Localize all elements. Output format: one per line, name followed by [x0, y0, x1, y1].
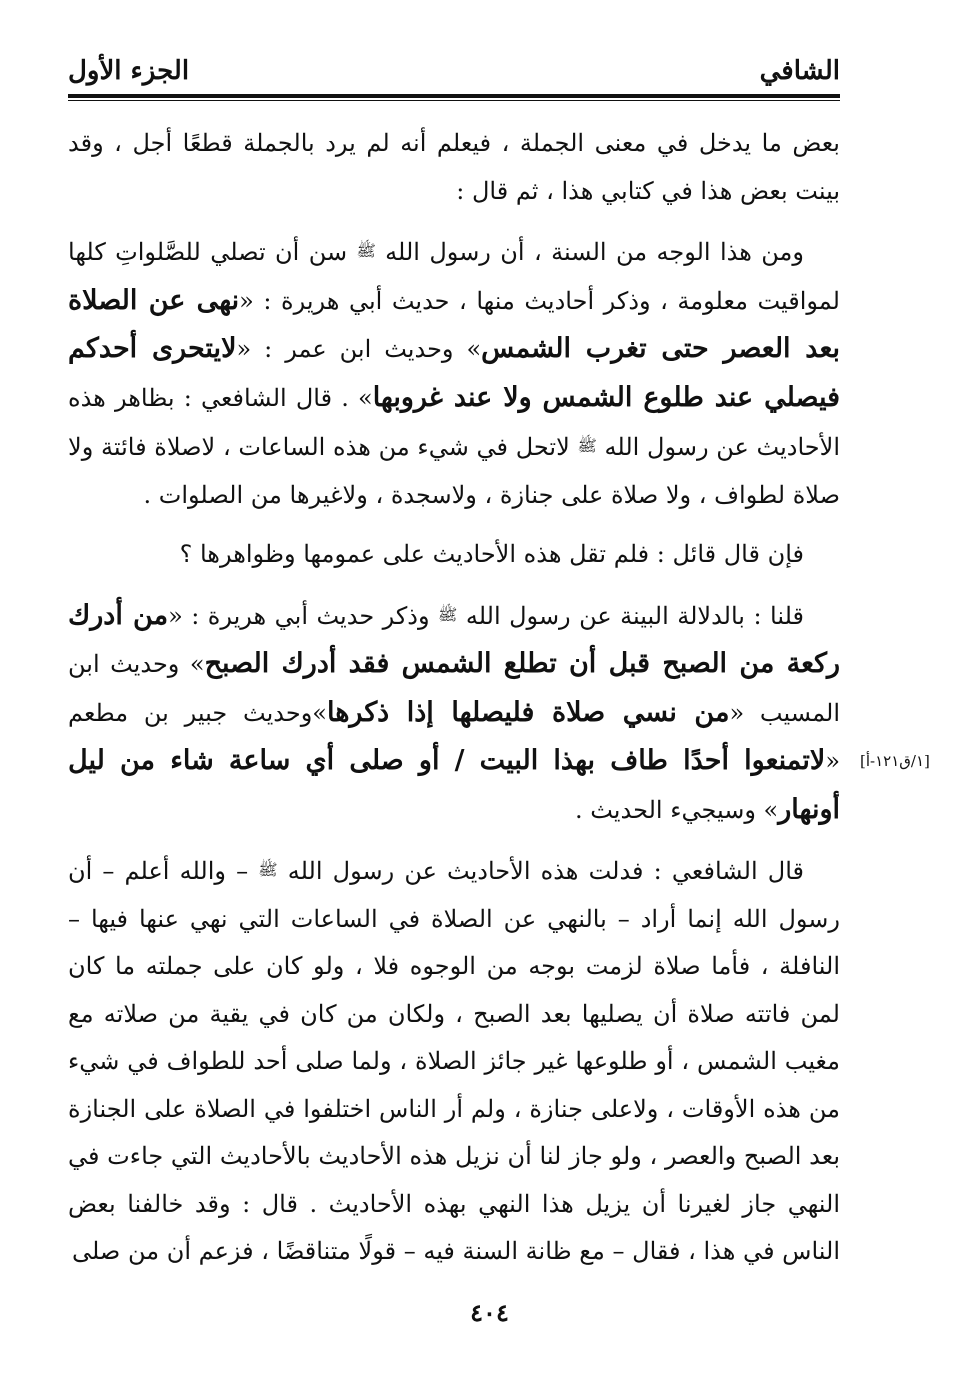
text-run: »وحديث جبير بن مطعم «	[68, 698, 840, 775]
paragraph	[68, 846, 840, 1276]
running-header	[68, 50, 840, 92]
text-run: قال الشافعي : فدلت هذه الأحاديث عن رسول الله	[277, 857, 805, 885]
header-rule-thin	[68, 100, 840, 101]
salawat-ligature: ﷺ	[438, 604, 458, 624]
header-rule-thick	[68, 94, 840, 98]
text-run: » . قال الشافعي : بظاهر هذه الأحاديث عن رسول الله	[68, 383, 840, 461]
text-run: بعض ما يدخل في معنى الجملة ، فيعلم أنه لم يرد بالجملة قطعًا أجل ، وقد بينت بعض هذا في كتابي هذا ، ثم قال :	[68, 129, 840, 205]
hadith-quote: نهى عن الصلاة بعد العصر حتى تغرب الشمس	[68, 284, 841, 364]
page-number: ٤٠٤	[470, 1298, 509, 1327]
hadith-quote: من نسي صلاة فليصلها إذا ذكرها	[326, 696, 730, 728]
hadith-quote: لاتمنعوا أحدًا طاف بهذا البيت / أو صلى أي ساعة شاء من ليل أونهار	[68, 745, 840, 825]
salawat-ligature: ﷺ	[356, 241, 376, 260]
salawat-ligature: ﷺ	[577, 436, 597, 455]
hadith-quote: من أدرك ركعة من الصبح قبل أن تطلع الشمس فقد أدرك الصبح	[68, 599, 840, 679]
text-run: وذكر حديث أبي هريرة : «	[168, 601, 439, 630]
text-run: سن أن تصلي للصَّلواتِ كلها لمواقيت معلومة ، وذكر أحاديث منها ، حديث أبي هريرة : «	[68, 238, 840, 315]
text-run: – والله أعلم – أن رسول الله إنما أراد – بالنهي عن الصلاة في الساعات التي نهي عنها فيها – النافلة ، فأما صلاة لزمت بوجه من الوجوه فلا ، ولو كان على جملته ما كان لمن فاتته صلاة أن يصليها بعد الصبح ، ولكان من كان في يقية من صلاته مع مغيب الشمس ، أو طلوعها غير جائز الصلاة ، ولما صلى أحد للطواف في شيء من هذه الأوقات ، ولاعلى جنازة ، ولم أر الناس اختلفوا في الصلاة على الجنازة بعد الصبح والعصر ، ولو جاز لنا أن نزيل هذه الأحاديث بالأحاديث التي جاءت في النهي جاز لغيرنا أن يزيل هذا النهي بهذه الأحاديث . قال : وقد خالفنا بعض الناس في هذا ، فقال – مع ظانة السنة فيه – قولًا متناقضًا ، فزعم أن من صلى	[68, 857, 841, 1265]
salawat-ligature: ﷺ	[258, 860, 278, 879]
text-run: قلنا : بالدلالة البينة عن رسول الله	[457, 601, 804, 630]
paragraph	[68, 591, 840, 835]
text-run: » وسيجيء الحديث .	[574, 795, 779, 824]
text-run: لاتحل في شيء من هذه الساعات ، لاصلاة فائتة ولا صلاة لطواف ، ولا صلاة على جنازة ، ولاسجدة ، ولاغيرها من الصلوات .	[68, 433, 840, 509]
paragraph	[68, 120, 840, 215]
paragraph	[68, 531, 840, 579]
text-run: فإن قال قائل : فلم تقل هذه الأحاديث على عمومها وظواهرها ؟	[179, 540, 804, 568]
text-run: » وحديث ابن عمر : «	[236, 335, 482, 363]
volume-label: الجزء الأول	[68, 56, 190, 86]
paragraph	[68, 227, 840, 519]
manuscript-folio-note: [١/ق١٢١-أ]	[860, 752, 930, 770]
text-run: » وحديث ابن المسيب «	[68, 650, 840, 727]
book-title: الشافي	[759, 56, 840, 86]
hadith-quote: لايتحرى أحدكم فيصلي عند طلوع الشمس ولا عند غروبها	[68, 333, 840, 413]
body-text	[68, 120, 840, 1288]
text-run: ومن هذا الوجه من السنة ، أن رسول الله	[375, 238, 804, 266]
